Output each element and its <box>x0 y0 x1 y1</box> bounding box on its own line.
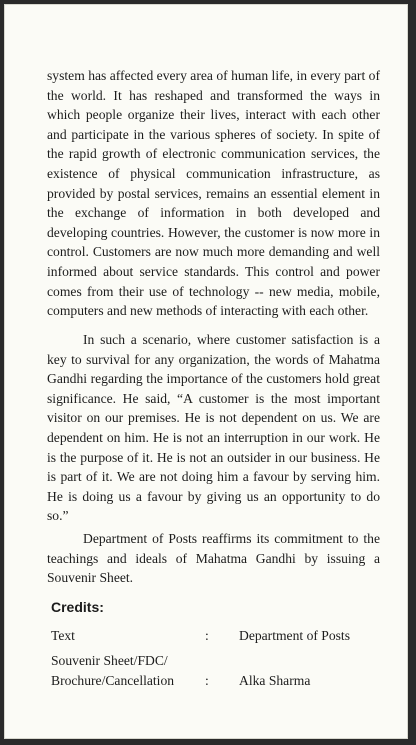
credit-colon: : <box>205 628 209 643</box>
credit-row-text <box>51 626 371 646</box>
credit-colon: : <box>205 672 209 688</box>
brochure-page <box>4 4 408 739</box>
body-paragraph-1: system has affected every area of human life, in every part of the world. It has reshaped and transformed the ways in which people organize their lives, interact with each other and participate in the various spheres of society. In spite of the rapid growth of electronic communication services, the existence of physical communication infrastructure, as provided by postal services, remains an essential element in the exchange of information in both developed and developing countries. However, the customer is now more in control. Customers are now much more demanding and well informed about service standards. This control and power comes from their use of technology -- new media, mobile, computers and new methods of interacting with each other. <box>47 68 380 319</box>
body-paragraph-3: Department of Posts reaffirms its commitment to the teachings and ideals of Mahatma Gandhi by issuing a Souvenir Sheet. <box>47 531 380 586</box>
credit-label: Text <box>51 628 75 643</box>
credits-heading: Credits: <box>51 599 104 615</box>
credit-label: Souvenir Sheet/FDC/ Brochure/Cancellation <box>51 653 175 688</box>
credit-value: Alka Sharma <box>239 672 311 688</box>
credit-value: Department of Posts <box>239 628 351 643</box>
body-paragraph-2: In such a scenario, where customer satisfaction is a key to survival for any organization, the words of Mahatma Gandhi regarding the importance of the customers hold great significance. He said, “A customer is the most important visitor on our premises. He is not dependent on us. We are dependent on him. He is not an interruption in our work. He is the purpose of it. He is not an outsider in our business. He is part of it. We are not doing him a favour by serving him. He is doing us a favour by giving us an opportunity to do so.” <box>47 332 380 524</box>
credit-row-design <box>51 651 371 691</box>
